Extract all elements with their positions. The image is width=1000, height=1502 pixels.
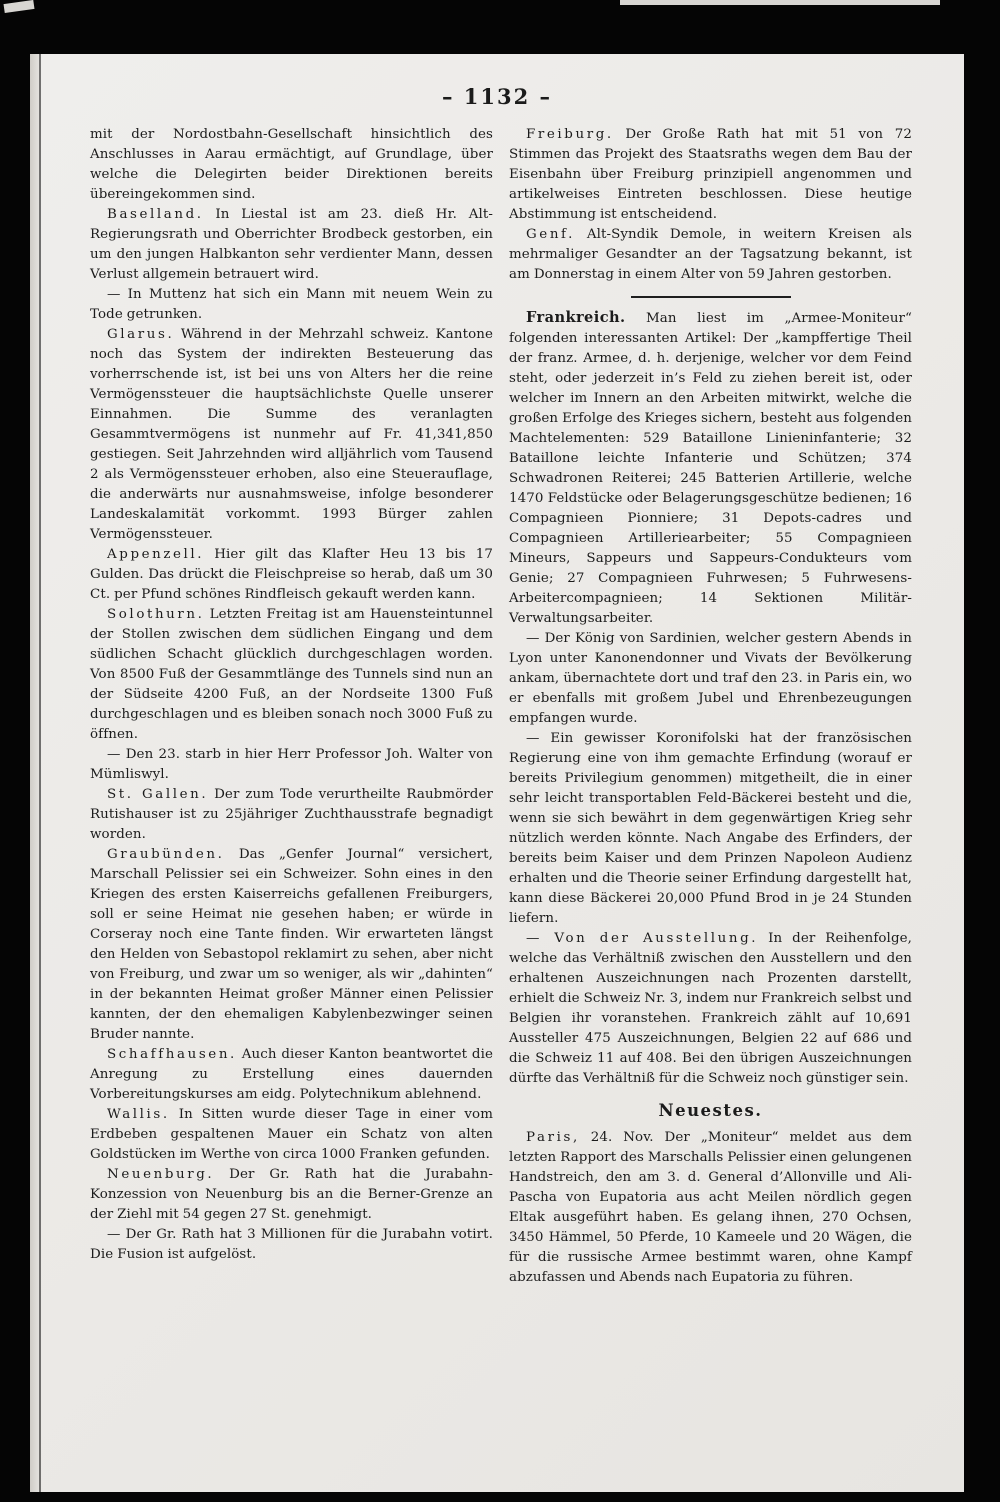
binding-gutter-line <box>39 54 41 1492</box>
paragraph-lead: Genf. <box>526 227 575 242</box>
scan-edge-artifact <box>620 0 940 5</box>
paragraph-lead: Solothurn. <box>107 607 205 622</box>
section-divider <box>631 296 791 298</box>
page-edge <box>30 54 39 1492</box>
paragraph: Frankreich. Man liest im „Armee-Moniteur“ folgenden interessanten Artikel: Der „kampffertige Theil der franz. Armee, d. h. derjenige, welcher vor dem Feind steht, oder jederzeit in’s Feld zu ziehen bereit ist, oder welcher im Innern an den Arbeiten mitwirkt, welche die großen Erfolge des Krieges sichern, besteht aus folgenden Machtelementen: 529 Bataillone Linieninfanterie; 32 Bataillone leichte Infanterie und Schützen; 374 Schwadronen Reiterei; 245 Batterien Artillerie, welche 1470 Feldstücke oder Belagerungsgeschütze bedienen; 16 Compagnieen Pionniere; 31 Depots-cadres und Compagnieen Artilleriearbeiter; 55 Compagnieen Mineurs, Sappeurs und Sappeurs-Condukteurs vom Genie; 27 Compagnieen Fuhrwesen; 5 Fuhrwesens-Arbeitercompagnieen; 14 Sektionen Militär-Verwaltungsarbeiter. <box>509 309 912 626</box>
paragraph: — In Muttenz hat sich ein Mann mit neuem Wein zu Tode getrunken. <box>90 287 493 322</box>
paragraph-lead: Wallis. <box>107 1107 170 1122</box>
paragraph: mit der Nordostbahn-Gesellschaft hinsichtlich des Anschlusses in Aarau ermächtigt, auf Grundlage, über welche die Delegirten beider Direktionen bereits übereingekommen sind. <box>90 127 493 202</box>
paragraph-lead: Frankreich. <box>526 309 626 326</box>
paragraph-lead: St. Gallen. <box>107 787 209 802</box>
paragraph-lead: Graubünden. <box>107 847 225 862</box>
paragraph: St. Gallen. Der zum Tode verurtheilte Raubmörder Rutishauser ist zu 25jähriger Zuchthausstrafe begnadigt worden. <box>90 787 493 842</box>
paragraph-lead: Glarus. <box>107 327 175 342</box>
paragraph: — Von der Ausstellung. In der Reihenfolge, welche das Verhältniß zwischen den Ausstellern und den erhaltenen Auszeichnungen nach Prozenten darstellt, erhielt die Schweiz Nr. 3, indem nur Frankreich selbst und Belgien ihr voranstehen. Frankreich zählt auf 10,691 Aussteller 475 Auszeichnungen, Belgien 22 auf 686 und die Schweiz 11 auf 408. Bei den übrigen Auszeichnungen dürfte das Verhältniß für die Schweiz noch günstiger sein. <box>509 931 912 1086</box>
paragraph-lead: Appenzell. <box>107 547 205 562</box>
paragraph-lead: — Von der Ausstellung. <box>526 931 759 946</box>
paragraph: Schaffhausen. Auch dieser Kanton beantwortet die Anregung zu Erstellung eines dauernden Vorbereitungskurses am eidg. Polytechnikum ablehnend. <box>90 1047 493 1102</box>
paragraph-lead: Schaffhausen. <box>107 1047 237 1062</box>
paragraph: Solothurn. Letzten Freitag ist am Hauensteintunnel der Stollen zwischen dem südlichen Eingang und dem südlichen Schacht glücklich durchgeschlagen worden. Von 8500 Fuß der Gesammtlänge des Tunnels sind nun an der Südseite 4200 Fuß, an der Nordseite 1300 Fuß durchgeschlagen und es bleiben sonach noch 3000 Fuß zu öffnen. <box>90 607 493 742</box>
paragraph: Genf. Alt-Syndik Demole, in weitern Kreisen als mehrmaliger Gesandter an der Tagsatzung bekannt, ist am Donnerstag in einem Alter von 59 Jahren gestorben. <box>509 227 912 282</box>
page-number: – 1132 – <box>441 84 553 109</box>
paragraph-lead: Freiburg. <box>526 127 614 142</box>
paragraph: Freiburg. Der Große Rath hat mit 51 von 72 Stimmen das Projekt des Staatsraths wegen dem Bau der Eisenbahn über Freiburg prinzipiell angenommen und artikelweises Eintreten beschlossen. Diese heutige Abstimmung ist entscheidend. <box>509 127 912 222</box>
newspaper-page <box>30 54 964 1492</box>
paragraph-lead: Paris, <box>526 1130 580 1145</box>
paragraph: — Der König von Sardinien, welcher gestern Abends in Lyon unter Kanonendonner und Vivats der Bevölkerung ankam, übernachtete dort und traf den 23. in Paris ein, wo er ebenfalls mit großem Jubel und Ehrenbezeugungen empfangen wurde. <box>509 631 912 726</box>
column-left <box>90 125 493 1288</box>
section-heading: Neuestes. <box>658 1101 763 1120</box>
paragraph: Appenzell. Hier gilt das Klafter Heu 13 bis 17 Gulden. Das drückt die Fleischpreise so herab, daß um 30 Ct. per Pfund schönes Rindfleisch gekauft werden kann. <box>90 547 493 602</box>
paragraph: Paris, 24. Nov. Der „Moniteur“ meldet aus dem letzten Rapport des Marschalls Pelissier einen gelungenen Handstreich, den am 3. d. General d’Allonville und Ali-Pascha von Eupatoria aus acht Meilen nördlich gegen Eltak ausgeführt haben. Es gelang ihnen, 270 Ochsen, 3450 Hämmel, 50 Pferde, 10 Kameele und 20 Wägen, die für die russische Armee bestimmt waren, ohne Kampf abzufassen und Abends nach Eupatoria zu führen. <box>509 1130 912 1285</box>
paragraph: Baselland. In Liestal ist am 23. dieß Hr. Alt-Regierungsrath und Oberrichter Brodbeck gestorben, ein um den jungen Halbkanton sehr verdienter Mann, dessen Verlust allgemein betrauert wird. <box>90 207 493 282</box>
paragraph: Neuenburg. Der Gr. Rath hat die Jurabahn-Konzession von Neuenburg bis an die Berner-Grenze an der Ziehl mit 54 gegen 27 St. genehmigt. <box>90 1167 493 1222</box>
paragraph: — Den 23. starb in hier Herr Professor Joh. Walter von Mümliswyl. <box>90 747 493 782</box>
paragraph: Graubünden. Das „Genfer Journal“ versichert, Marschall Pelissier sei ein Schweizer. Sohn eines in den Kriegen des ersten Kaiserreichs gefallenen Freiburgers, soll er seine Heimat nie gesehen haben; er würde in Corseray noch eine Tante finden. Wir erwarteten längst den Helden von Sebastopol reklamirt zu sehen, aber nicht von Freiburg, und zwar um so weniger, als wir „dahinten“ in der bekannten Heimat großer Männer einen Pelissier kannten, der den ehemaligen Kabylenbezwinger seinen Bruder nannte. <box>90 847 493 1042</box>
text-columns <box>30 119 964 1288</box>
paragraph: — Der Gr. Rath hat 3 Millionen für die Jurabahn votirt. Die Fusion ist aufgelöst. <box>90 1227 493 1262</box>
paragraph: Wallis. In Sitten wurde dieser Tage in einer vom Erdbeben gespaltenen Mauer ein Schatz von alten Goldstücken im Werthe von circa 1000 Franken gefunden. <box>90 1107 493 1162</box>
paragraph: — Ein gewisser Koronifolski hat der französischen Regierung eine von ihm gemachte Erfindung (worauf er bereits Privilegium genommen) mitgetheilt, die in einer sehr leicht transportablen Feld-Bäckerei besteht und die, wenn sie sich bewährt in dem gegenwärtigen Krieg sehr nützlich werden könnte. Nach Angabe des Erfinders, der bereits beim Kaiser und dem Prinzen Napoleon Audienz erhalten und die Theorie seiner Erfindung dargestellt hat, kann diese Bäckerei 20,000 Pfund Brod in je 24 Stunden liefern. <box>509 731 912 926</box>
scan-edge-artifact <box>4 0 35 13</box>
paragraph: Glarus. Während in der Mehrzahl schweiz. Kantone noch das System der indirekten Besteuerung das vorherrschende ist, ist bei uns von Alters her die reine Vermögenssteuer die hauptsächlichste Quelle unserer Einnahmen. Die Summe des veranlagten Gesammtvermögens ist nunmehr auf Fr. 41,341,850 gestiegen. Seit Jahrzehnden wird alljährlich vom Tausend 2 als Vermögenssteuer erhoben, also eine Steuerauflage, die anderwärts nur ausnahmsweise, infolge besonderer Landeskalamität vorkommt. 1993 Bürger zahlen Vermögenssteuer. <box>90 327 493 542</box>
column-right <box>509 125 912 1288</box>
paragraph-lead: Baselland. <box>107 207 204 222</box>
paragraph-lead: Neuenburg. <box>107 1167 215 1182</box>
